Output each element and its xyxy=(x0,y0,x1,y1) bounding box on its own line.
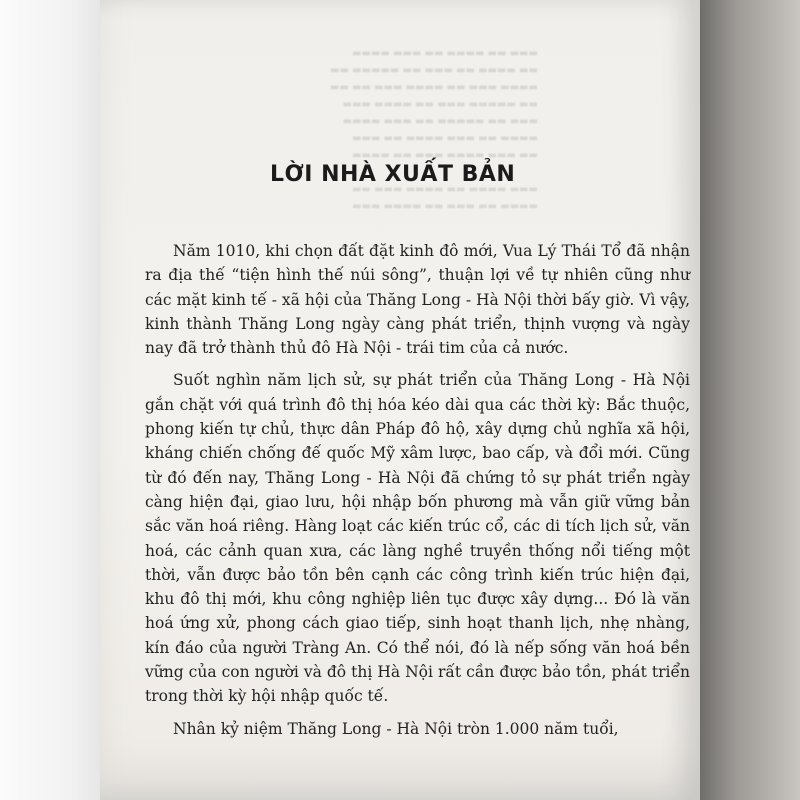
background-left xyxy=(0,0,100,800)
body-text xyxy=(145,239,690,741)
background-right xyxy=(700,0,800,800)
page-title: LỜI NHÀ XUẤT BẢN xyxy=(270,162,516,187)
book-page xyxy=(100,0,700,800)
paragraph: Suốt nghìn năm lịch sử, sự phát triển của Thăng Long - Hà Nội gắn chặt với quá trình đô thị hóa kéo dài qua các thời kỳ: Bắc thuộc, phong kiến tự chủ, thực dân Pháp đô hộ, xây dựng chủ nghĩa xã hội, kháng chiến chống đế quốc Mỹ xâm lược, bao cấp, và đổi mới. Cũng từ đó đến nay, Thăng Long - Hà Nội đã chứng tỏ sự phát triển ngày càng hiện đại, giao lưu, hội nhập bốn phương mà vẫn giữ vững bản sắc văn hoá riêng. Hàng loạt các kiến trúc cổ, các di tích lịch sử, văn hoá, các cảnh quan xưa, các làng nghề truyền thống nổi tiếng một thời, vẫn được bảo tồn bên cạnh các công trình kiến trúc hiện đại, khu đô thị mới, khu công nghiệp liên tục được xây dựng... Đó là văn hoá ứng xử, phong cách giao tiếp, sinh hoạt thanh lịch, nhẹ nhàng, kín đáo của người Tràng An. Có thể nói, đó là nếp sống văn hoá bền vững của con người và đô thị Hà Nội rất cần được bảo tồn, phát triển trong thời kỳ hội nhập quốc tế. xyxy=(145,371,690,706)
bleed-through-text: ▬▬▬ ▬▬ ▬▬▬▬ ▬▬ ▬▬▬ ▬▬▬▬ ▬▬ ▬▬▬▬ ▬▬ ▬▬▬ ▬▬ ▬▬▬▬▬ ▬▬ ▬▬▬▬ ▬▬▬ ▬▬ ▬▬▬▬ ▬▬▬ ▬▬ ▬▬ ▬▬ ▬▬▬▬▬ ▬▬▬ ▬▬ ▬▬▬▬ ▬▬▬ ▬▬▬ ▬▬ ▬▬▬▬▬ ▬▬ ▬▬▬ ▬▬▬▬ ▬▬▬▬ ▬▬ ▬▬▬ ▬▬▬▬ ▬▬ ▬▬▬ ▬▬ ▬▬▬ ▬▬▬▬ ▬▬▬ ▬▬ ▬▬▬▬ ▬▬▬ ▬▬▬▬ ▬▬ ▬▬▬▬ ▬▬▬ ▬▬ ▬▬▬▬ ▬▬ ▬▬▬ ▬▬ ▬▬▬▬ ▬▬▬ xyxy=(329,48,538,212)
paragraph: Nhân kỷ niệm Thăng Long - Hà Nội tròn 1.000 năm tuổi, xyxy=(173,719,619,738)
paragraph: Năm 1010, khi chọn đất đặt kinh đô mới, Vua Lý Thái Tổ đã nhận ra địa thế “tiện hình thế núi sông”, thuận lợi về tự nhiên cũng như các mặt kinh tế - xã hội của Thăng Long - Hà Nội thời bấy giờ. Vì vậy, kinh thành Thăng Long ngày càng phát triển, thịnh vượng và ngày nay đã trở thành thủ đô Hà Nội - trái tim của cả nước. xyxy=(145,242,690,358)
